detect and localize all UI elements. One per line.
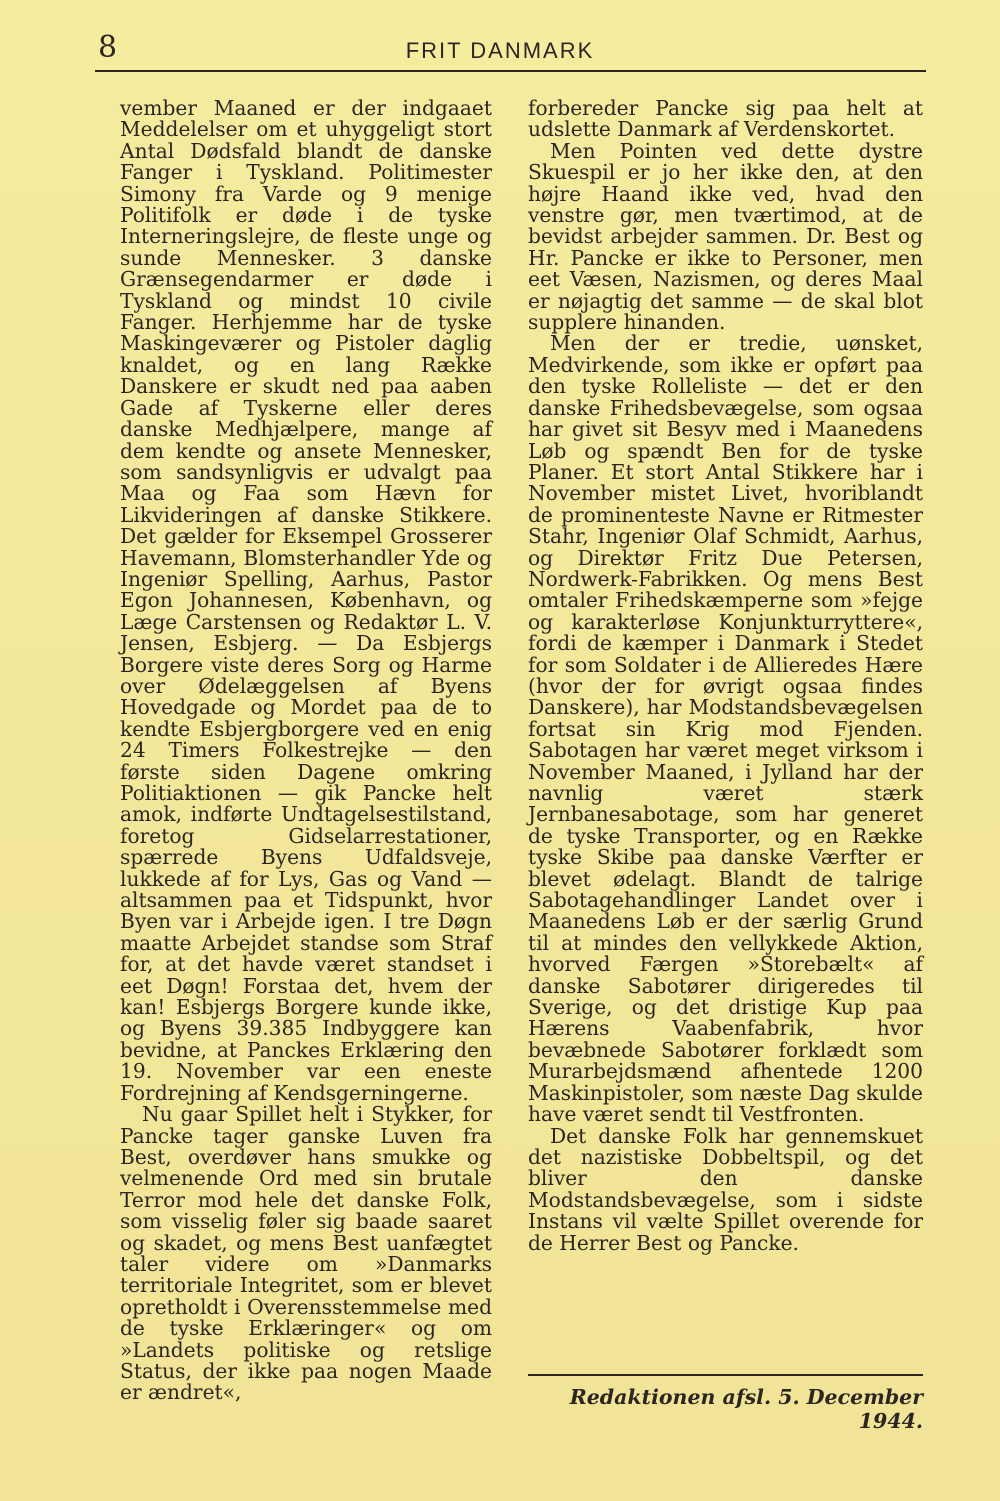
left-column	[120, 98, 492, 1404]
right-paragraph-4: Det danske Folk har gennemskuet det nazistiske Dobbeltspil, og det bliver den danske Modstandsbevægelse, som i sidste Instans vil vælte Spillet overende for de Herrer Best og Pancke.	[528, 1123, 923, 1255]
page-number: 8	[98, 30, 118, 65]
header-rule	[95, 70, 926, 72]
right-column	[528, 98, 923, 1254]
right-paragraph-2: Men Pointen ved dette dystre Skuespil er jo her ikke den, at den højre Haand ikke ved, hvad den venstre gør, men tværtimod, at de bevidst arbejder sammen. Dr. Best og Hr. Pancke er ikke to Personer, men eet Væsen, Nazismen, og deres Maal er nøjagtig det samme — de skal blot supplere hinanden.	[528, 138, 923, 335]
running-title: FRIT DANMARK	[405, 38, 595, 63]
editorial-signoff: Redaktionen afsl. 5. December 1944.	[569, 1385, 923, 1433]
closing-rule	[528, 1374, 923, 1376]
right-paragraph-3: Men der er tredie, uønsket, Medvirkende, som ikke er opført paa den tyske Rolleliste — det er den danske Frihedsbevægelse, som ogsaa har givet sit Besyv med i Maanedens Løb og spændt Ben for de tyske Planer. Et stort Antal Stikkere har i November mistet Livet, hvoriblandt de prominenteste Navne er Ritmester Stahr, Ingeniør Olaf Schmidt, Aarhus, og Direktør Fritz Due Petersen, Nordwerk-Fabrikken. Og mens Best omtaler Frihedskæmperne som »fejge og karakterløse Konjunkturryttere«, fordi de kæmper i Danmark i Stedet for som Soldater i de Allieredes Hære (hvor der for øvrigt ogsaa findes Danskere), har Modstandsbevægelsen fortsat sin Krig mod Fjenden. Sabotagen har været meget virksom i November Maaned, i Jylland har der navnlig været stærk Jernbanesabotage, som har generet de tyske Transporter, og en Række tyske Skibe paa danske Værfter er blevet ødelagt. Blandt de talrige Sabotagehandlinger Landet over i Maanedens Løb er der særlig Grund til at mindes den vellykkede Aktion, hvorved Færgen »Storebælt« af danske Sabotører dirigeredes til Sverige, og det dristige Kup paa Hærens Vaabenfabrik, hvor bevæbnede Sabotører forklædt som Murarbejdsmænd afhentede 1200 Maskinpistoler, som næste Dag skulde have været sendt til Vestfronten.	[528, 331, 923, 1127]
right-paragraph-1: forbereder Pancke sig paa helt at udslette Danmark af Verdenskortet.	[528, 96, 923, 142]
left-paragraph-2: Nu gaar Spillet helt i Stykker, for Pancke tager ganske Luven fra Best, overdøver hans smukke og velmenende Ord med sin brutale Terror mod hele det danske Folk, som visselig føler sig baade saaret og skadet, og mens Best uanfægtet taler videre om »Danmarks territoriale Integritet, som er blevet opretholdt i Overensstemmelse med de tyske Erklæringer« og om »Landets politiske og retslige Status, der ikke paa nogen Maade er ændret«,	[120, 1102, 492, 1405]
left-paragraph-1: vember Maaned er der indgaaet Meddelelser om et uhyggeligt stort Antal Dødsfald blandt de danske Fanger i Tyskland. Politimester Simony fra Varde og 9 menige Politifolk er døde i de tyske Interneringslejre, de fleste unge og sunde Mennesker. 3 danske Grænsegendarmer er døde i Tyskland og mindst 10 civile Fanger. Herhjemme har de tyske Maskingeværer og Pistoler daglig knaldet, og en lang Række Danskere er skudt ned paa aaben Gade af Tyskerne eller deres danske Medhjælpere, mange af dem kendte og ansete Mennesker, som sandsynligvis er udvalgt paa Maa og Faa som Hævn for Likvideringen af danske Stikkere. Det gælder for Eksempel Grosserer Havemann, Blomsterhandler Yde og Ingeniør Spelling, Aarhus, Pastor Egon Johannesen, København, og Læge Carstensen og Redaktør L. V. Jensen, Esbjerg. — Da Esbjergs Borgere viste deres Sorg og Harme over Ødelæggelsen af Byens Hovedgade og Mordet paa de to kendte Esbjergborgere ved en enig 24 Timers Folkestrejke — den første siden Dagene omkring Politiaktionen — gik Pancke helt amok, indførte Undtagelsestilstand, foretog Gidselarrestationer, spærrede Byens Udfaldsveje, lukkede af for Lys, Gas og Vand — altsammen paa et Tidspunkt, hvor Byen var i Arbejde igen. I tre Døgn maatte Arbejdet standse som Straf for, at det havde været standset i eet Døgn! Forstaa det, hvem der kan! Esbjergs Borgere kunde ikke, og Byens 39.385 Indbyggere kan bevidne, at Panckes Erklæring den 19. November var een eneste Fordrejning af Kendsgerningerne.	[120, 96, 492, 1105]
